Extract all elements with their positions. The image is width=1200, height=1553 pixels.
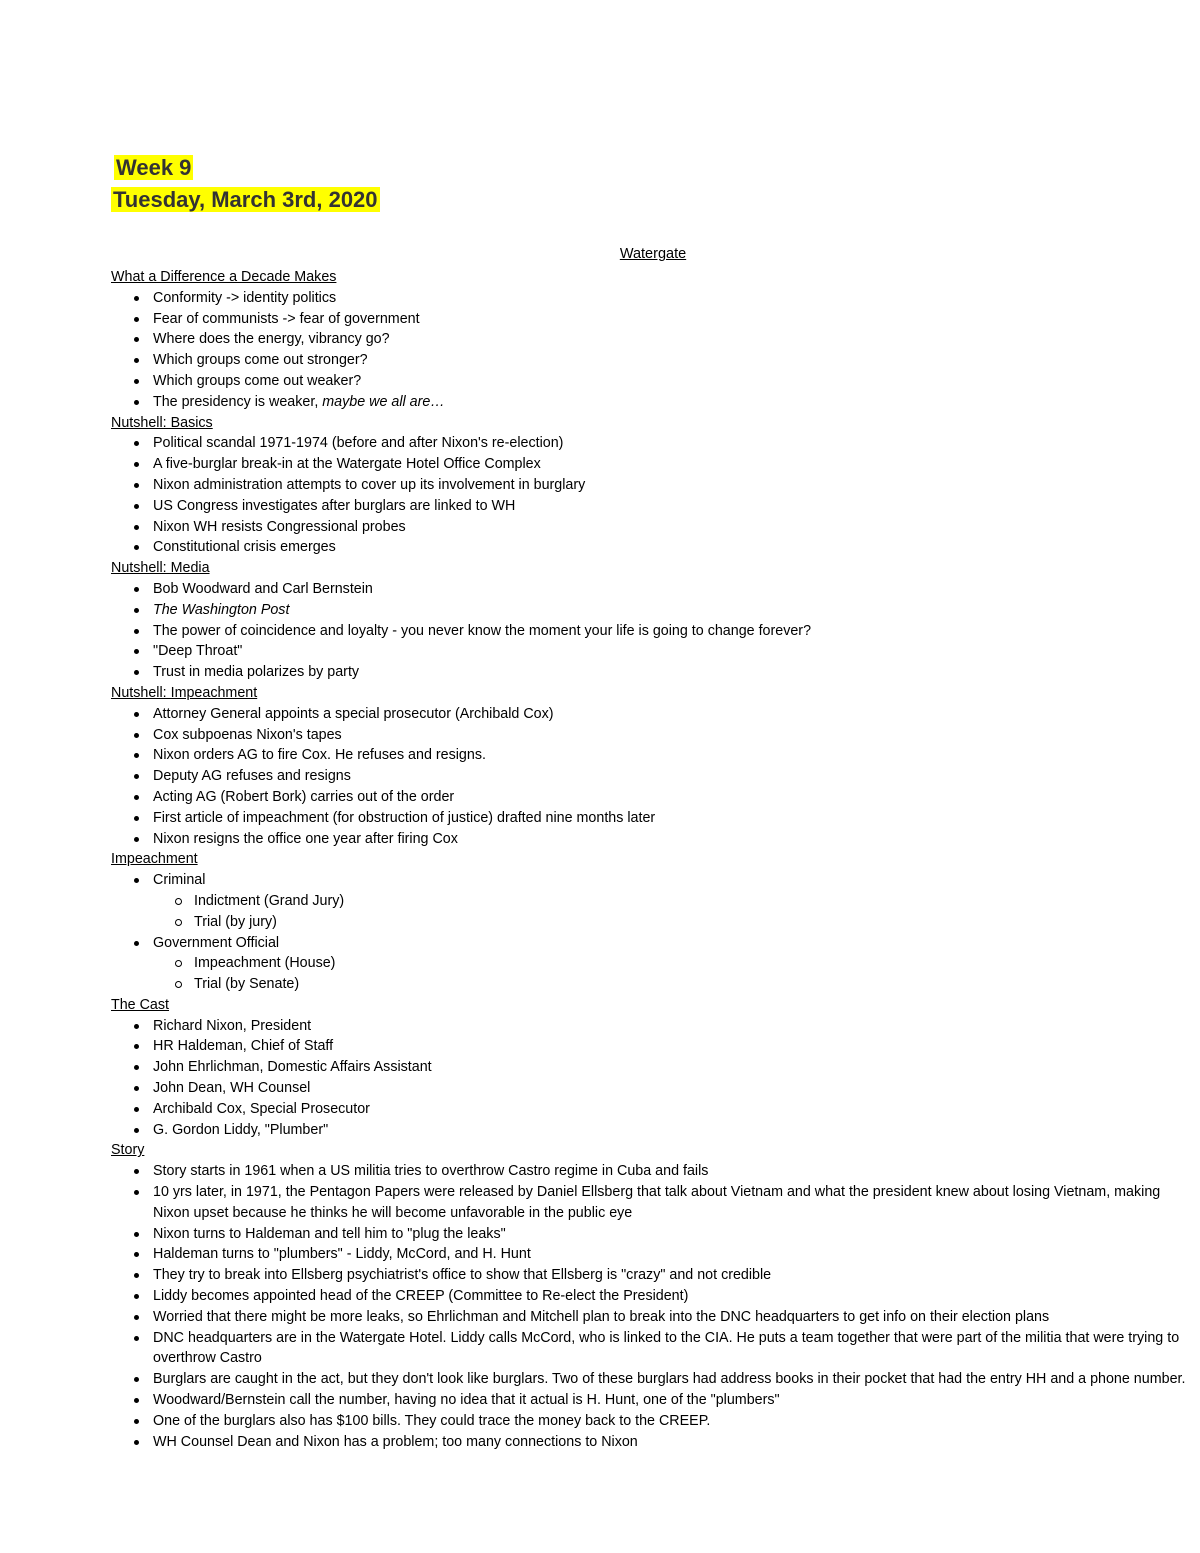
sub-list-item: Trial (by Senate) — [153, 974, 1196, 995]
list-item — [111, 329, 1196, 350]
list-item — [111, 579, 1196, 600]
list-item — [111, 1224, 1196, 1245]
list-item-text: Nixon resigns the office one year after firing Cox — [153, 830, 458, 847]
list-item — [111, 371, 1196, 392]
list-item-text: Fear of communists -> fear of government — [153, 310, 420, 327]
list-item — [111, 621, 1196, 642]
list-item-text: "Deep Throat" — [153, 643, 243, 660]
list-item — [111, 537, 1196, 558]
list-item-text: Bob Woodward and Carl Bernstein — [153, 580, 373, 597]
list-item-text: Liddy becomes appointed head of the CREEP (Committee to Re-elect the President) — [153, 1288, 689, 1305]
list-item-text: Deputy AG refuses and resigns — [153, 768, 351, 785]
list-item-text: Constitutional crisis emerges — [153, 539, 336, 556]
week-heading — [114, 155, 193, 181]
section-heading: Nutshell: Media — [111, 560, 210, 577]
list-item — [111, 662, 1196, 683]
bullet-list — [111, 1016, 1196, 1141]
list-item-text: WH Counsel Dean and Nixon has a problem; too many connections to Nixon — [153, 1433, 638, 1450]
list-item — [111, 1265, 1196, 1286]
list-item-text: John Dean, WH Counsel — [153, 1080, 311, 1097]
list-item — [111, 454, 1196, 475]
list-item-text: DNC headquarters are in the Watergate Hotel. Liddy calls McCord, who is linked to the CIA. He puts a team together that were part of the militia that were trying to overthrow Castro — [153, 1329, 1180, 1367]
list-item — [111, 1182, 1196, 1224]
list-item — [111, 766, 1196, 787]
list-item — [111, 745, 1196, 766]
list-item-text: The power of coincidence and loyalty - you never know the moment your life is going to change forever? — [153, 622, 812, 639]
list-item — [111, 933, 1196, 995]
list-item — [111, 725, 1196, 746]
sub-list-item: Indictment (Grand Jury) — [153, 891, 1196, 912]
list-item — [111, 496, 1196, 517]
sub-list-item: Trial (by jury) — [153, 912, 1196, 933]
list-item-text: Conformity -> identity politics — [153, 289, 337, 306]
list-item-text: First article of impeachment (for obstruction of justice) drafted nine months later — [153, 809, 656, 826]
list-item — [111, 1244, 1196, 1265]
list-item — [111, 350, 1196, 371]
list-item — [111, 1016, 1196, 1037]
bullet-list — [111, 288, 1196, 413]
list-item-text: HR Haldeman, Chief of Staff — [153, 1038, 334, 1055]
week-heading-text: Week 9 — [116, 155, 192, 180]
list-item — [111, 1390, 1196, 1411]
list-item — [111, 1432, 1196, 1453]
list-item-text: A five-burglar break-in at the Watergate Hotel Office Complex — [153, 456, 541, 473]
list-item — [111, 288, 1196, 309]
list-item-text: 10 yrs later, in 1971, the Pentagon Papers were released by Daniel Ellsberg that talk about Vietnam and what the president knew about losing Vietnam, making Nixon upset because he thinks he will become unfavorable in the public eye — [153, 1184, 1161, 1221]
list-item — [111, 392, 1196, 413]
bullet-list — [111, 579, 1196, 683]
list-item — [111, 870, 1196, 932]
list-item-text: Richard Nixon, President — [153, 1017, 312, 1034]
list-item-text: Criminal — [153, 872, 206, 889]
section-heading: The Cast — [111, 996, 170, 1013]
notes-body — [111, 267, 1196, 1452]
list-item-text: Trust in media polarizes by party — [153, 664, 360, 681]
list-item — [111, 1120, 1196, 1141]
section-heading: Nutshell: Basics — [111, 414, 213, 431]
list-item — [111, 808, 1196, 829]
list-item-text: Cox subpoenas Nixon's tapes — [153, 726, 342, 743]
list-item-text: Woodward/Bernstein call the number, having no idea that it actual is H. Hunt, one of the "plumbers" — [153, 1392, 780, 1409]
list-item-text: Which groups come out stronger? — [153, 352, 368, 369]
list-item-text: One of the burglars also has $100 bills. They could trace the money back to the CREEP. — [153, 1412, 711, 1429]
section-heading: Story — [111, 1142, 145, 1159]
list-item — [111, 1036, 1196, 1057]
list-item-text: Where does the energy, vibrancy go? — [153, 331, 390, 348]
list-item — [111, 600, 1196, 621]
list-item — [111, 1307, 1196, 1328]
list-item-text: John Ehrlichman, Domestic Affairs Assistant — [153, 1059, 432, 1076]
document-title: Watergate — [619, 246, 687, 262]
list-item — [111, 433, 1196, 454]
list-item — [111, 787, 1196, 808]
section-heading: What a Difference a Decade Makes — [111, 269, 337, 285]
date-heading-text: Tuesday, March 3rd, 2020 — [113, 187, 378, 212]
list-item-text: Government Official — [153, 934, 280, 951]
list-item-text: Nixon orders AG to fire Cox. He refuses and resigns. — [153, 747, 486, 764]
section-heading: Nutshell: Impeachment — [111, 684, 258, 701]
list-item — [111, 1328, 1196, 1370]
list-item-italic-text: maybe we all are… — [322, 393, 445, 410]
list-item — [111, 1161, 1196, 1182]
list-item — [111, 641, 1196, 662]
list-item-text: Haldeman turns to "plumbers" - Liddy, McCord, and H. Hunt — [153, 1246, 531, 1263]
list-item — [111, 475, 1196, 496]
date-heading — [111, 187, 380, 213]
list-item — [111, 704, 1196, 725]
list-item-text: US Congress investigates after burglars are linked to WH — [153, 497, 516, 514]
list-item — [111, 829, 1196, 850]
list-item-text: Which groups come out weaker? — [153, 372, 362, 389]
list-item-text: Burglars are caught in the act, but they don't look like burglars. Two of these burglars had address books in their pocket that had the entry HH and a phone number. — [153, 1371, 1186, 1388]
list-item — [111, 1286, 1196, 1307]
list-item — [111, 309, 1196, 330]
bullet-list — [111, 1161, 1196, 1452]
list-item-text: The Washington Post — [153, 601, 290, 618]
list-item — [111, 1078, 1196, 1099]
list-item-text: Archibald Cox, Special Prosecutor — [153, 1100, 370, 1117]
list-item — [111, 1099, 1196, 1120]
bullet-list — [111, 433, 1196, 558]
list-item-text: Story starts in 1961 when a US militia tries to overthrow Castro regime in Cuba and fails — [153, 1163, 709, 1180]
list-item-text: Acting AG (Robert Bork) carries out of the order — [153, 788, 455, 805]
list-item-text: G. Gordon Liddy, "Plumber" — [153, 1121, 329, 1138]
sub-list — [153, 891, 1196, 933]
list-item — [111, 517, 1196, 538]
list-item-text: Nixon administration attempts to cover up its involvement in burglary — [153, 476, 586, 493]
list-item — [111, 1411, 1196, 1432]
list-item-text: The presidency is weaker, — [153, 393, 323, 410]
bullet-list — [111, 704, 1196, 850]
sub-list-item: Impeachment (House) — [153, 953, 1196, 974]
sub-list — [153, 953, 1196, 995]
list-item-text: Attorney General appoints a special prosecutor (Archibald Cox) — [153, 705, 554, 722]
list-item — [111, 1369, 1196, 1390]
list-item-text: Nixon WH resists Congressional probes — [153, 518, 406, 535]
section-heading: Impeachment — [111, 851, 198, 868]
list-item-text: Political scandal 1971-1974 (before and after Nixon's re-election) — [153, 435, 564, 452]
list-item — [111, 1057, 1196, 1078]
list-item-text: Nixon turns to Haldeman and tell him to "plug the leaks" — [153, 1225, 506, 1242]
list-item-text: Worried that there might be more leaks, so Ehrlichman and Mitchell plan to break into the DNC headquarters to get info on their election plans — [153, 1308, 1050, 1325]
bullet-list — [111, 870, 1196, 995]
list-item-text: They try to break into Ellsberg psychiatrist's office to show that Ellsberg is "crazy" and not credible — [153, 1267, 772, 1284]
